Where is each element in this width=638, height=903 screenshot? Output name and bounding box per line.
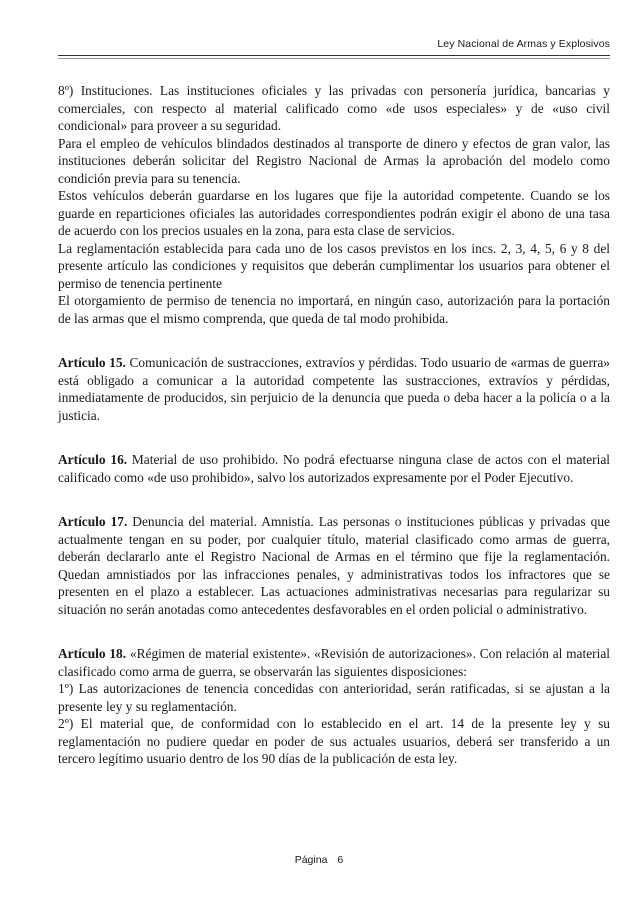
article-title: Artículo 15. [58,355,126,370]
paragraph: El otorgamiento de permiso de tenencia no importará, en ningún caso, autorización para la portación de las armas que el mismo comprenda, que queda de tal modo prohibida. [58,293,610,326]
page-label: Página [294,854,328,866]
article-text: Denuncia del material. Amnistía. Las personas o instituciones públicas y privadas que actualmente tengan en su poder, por cualquier título, material clasificado como armas de guerra, deberán declararlo ante el Registro Nacional de Armas en el término que fije la reglamentación. Quedan amnistiados por las infracciones penales, y administrativas todos los infractores que se presenten en el plazo a establecer. Las actuaciones administrativas necesarias para regularizar su situación no serán anotadas como antecedentes desfavorables en el orden policial o administrativo. [58,514,611,617]
article-title: Artículo 17. [58,514,128,529]
paragraph: Para el empleo de vehículos blindados destinados al transporte de dinero y efectos de gran valor, las instituciones deberán solicitar del Registro Nacional de Armas la aprobación del modelo como condición previa para su tenencia. [58,135,610,186]
article-title: Artículo 18. [58,646,127,661]
list-item: 1º) Las autorizaciones de tenencia concedidas con anterioridad, serán ratificadas, si se ajustan a la presente ley y su reglamentación. [58,681,610,714]
article-16 [58,451,610,486]
page-number: 6 [337,854,344,866]
paragraph: Estos vehículos deberán guardarse en los lugares que fije la autoridad competente. Cuando se los guarde en reparticiones oficiales las autoridades correspondientes podrán exigir el abono de una tasa de acuerdo con los precios usuales en la zona, para esta clase de servicios. [58,188,610,238]
article-15 [58,354,610,424]
list-item: 2º) El material que, de conformidad con lo establecido en el art. 14 de la presente ley y su reglamentación no pudiere quedar en poder de sus actuales usuarios, deberá ser transferido a un tercero legítimo usuario dentro de los 90 días de la publicación de esta ley. [58,716,610,766]
article-title: Artículo 16. [58,452,128,467]
page-footer [0,854,638,866]
running-header: Ley Nacional de Armas y Explosivos [437,38,610,50]
article-text: Material de uso prohibido. No podrá efectuarse ninguna clase de actos con el material calificado como «de uso prohibido», salvo los autorizados expresamente por el Poder Ejecutivo. [58,452,611,485]
document-body [58,82,610,768]
paragraph: 8º) Instituciones. Las instituciones oficiales y las privadas con personería jurídica, bancarias y comerciales, con respecto al material calificado como «de usos especiales» y de «uso civil condicional» para proveer a su seguridad. [58,83,610,133]
article-text: «Régimen de material existente». «Revisión de autorizaciones». Con relación al material clasificado como arma de guerra, se observarán las siguientes disposiciones: [58,646,610,679]
paragraph: La reglamentación establecida para cada uno de los casos previstos en los incs. 2, 3, 4, 5, 6 y 8 del presente artículo las condiciones y requisitos que deberán cumplimentar los usuarios para obtener el permiso de tenencia pertinente [58,240,610,291]
article-18 [58,645,610,680]
header-rule-secondary [58,58,610,59]
article-text: Comunicación de sustracciones, extravíos y pérdidas. Todo usuario de «armas de guerra» está obligado a comunicar a la autoridad competente las sustracciones, extravíos y pérdidas, inmediatamente de producidos, sin perjuicio de la denuncia que pueda o deba hacer a la policía o a la justicia. [58,355,610,423]
header-rule [58,55,610,56]
article-17 [58,513,610,618]
